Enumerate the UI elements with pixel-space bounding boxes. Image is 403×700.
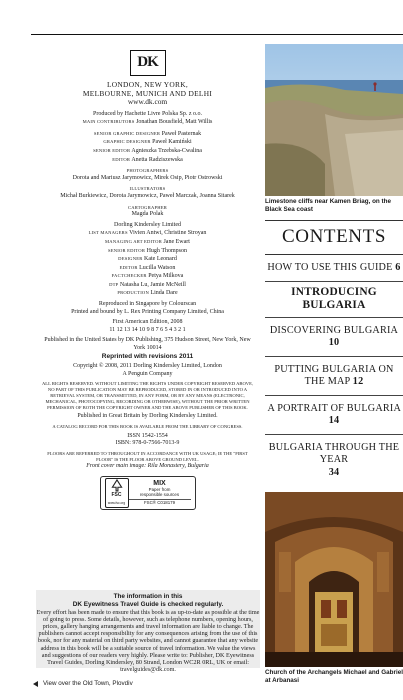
photo-church-arbanasi	[265, 492, 403, 667]
info-box	[36, 590, 260, 674]
produced-by: Produced by Hachette Livre Polska Sp. z o.o.	[93, 110, 202, 117]
publisher-cities: LONDON, NEW YORK, MELBOURNE, MUNICH AND DELHI	[82, 80, 213, 98]
illustrators-label: ILLUSTRATORS	[129, 186, 166, 192]
photo-limestone-cliffs	[265, 44, 403, 196]
senior-editor-2: SENIOR EDITOR Hugh Thompson	[107, 247, 187, 254]
senior-graphic-designer: SENIOR GRAPHIC DESIGNER Paweł Pasternak	[93, 130, 202, 137]
illustrators: Michał Burkiewicz, Dorota Jarymowicz, Paweł Marczak, Joanna Sitarek	[60, 192, 235, 199]
front-cover-credit: Front cover main image: Rila Monastery, Bulgaria	[86, 462, 209, 469]
designer: DESIGNER Kate Leonard	[118, 256, 177, 263]
cartographer: Magda Polak	[131, 211, 164, 218]
table-of-contents	[265, 255, 403, 485]
photographers-label: PHOTOGRAPHERS	[126, 168, 169, 174]
toc-entry[interactable]: PUTTING BULGARIA ON THE MAP 12	[265, 357, 403, 396]
dk-limited: Dorling Kindersley Limited	[114, 221, 181, 228]
floors-note: FLOORS ARE REFERRED TO THROUGHOUT IN ACCORDANCE WITH UK USAGE; IE THE "FIRST FLOOR" IS THE FLOOR ABOVE GROUND LEVEL.	[47, 450, 248, 462]
info-body: Every effort has been made to ensure that this book is as up-to-date as possible at the time of going to press. Some details, however, such as telephone numbers, opening hours, prices, gallery hanging arrangements and travel information are liable to change. The publishers cannot accept responsibility for any consequences arising from the use of this book, nor for any material on third party websites, and cannot guarantee that any website address in this book will be a suitable source of travel information. We value the views and suggestions of our readers very highly. Please write to: Publisher, DK Eyewitness Travel Guides, Dorling Kindersley, 80 Strand, London WC2R 0RL, UK or email: travelguides@dk.com.	[36, 608, 260, 674]
photographers: Dorota and Mariusz Jarymowicz, Mirek Osip, Piotr Ostrowski	[72, 174, 223, 181]
contents-title: CONTENTS	[265, 220, 403, 255]
contents-column	[265, 44, 403, 485]
editor: EDITOR Anetta Radziszewska	[112, 156, 183, 163]
footer-caption: View over the Old Town, Plovdiv	[33, 680, 133, 687]
info-heading-2: DK Eyewitness Travel Guide is checked regularly.	[72, 600, 224, 608]
reprinted-note: Reprinted with revisions 2011	[101, 352, 194, 360]
arrow-left-icon	[33, 681, 38, 687]
reproduced-in: Reproduced in Singapore by Colourscan	[98, 301, 197, 308]
dtp: DTP Natasha Lu, Jamie McNeill	[109, 281, 186, 288]
list-managers: LIST MANAGERS Vivien Antwi, Christine Stroyan	[88, 230, 207, 237]
toc-entry[interactable]: DISCOVERING BULGARIA 10	[265, 318, 403, 357]
church-illustration	[265, 492, 403, 667]
fsc-text: MIX Paper from responsible sources FSC® C018179	[129, 481, 191, 505]
cliffs-illustration	[265, 44, 403, 196]
copyright: Copyright © 2008, 2011 Dorling Kindersley Limited, London	[73, 363, 222, 370]
impression-line: 11 12 13 14 10 9 8 7 6 5 4 3 2 1	[109, 326, 186, 333]
imprint-column	[40, 44, 255, 510]
photo1-caption: Limestone cliffs near Kamen Briag, on the Black Sea coast	[265, 198, 391, 213]
tree-icon	[110, 479, 124, 492]
rights-notice: ALL RIGHTS RESERVED. WITHOUT LIMITING THE RIGHTS UNDER COPYRIGHT RESERVED ABOVE, NO PART OF THIS PUBLICATION MAY BE REPRODUCED, STORED IN OR INTRODUCED INTO A RETRIEVAL SYSTEM, OR TRANSMITTED, IN ANY FORM, OR BY ANY MEANS (ELECTRONIC, MECHANICAL, PHOTOCOPYING, RECORDING OR OTHERWISE), WITHOUT THE PRIOR WRITTEN PERMISSION OF BOTH THE COPYRIGHT OWNER AND THE ABOVE PUBLISHER OF THIS BOOK.	[41, 381, 254, 410]
toc-entry[interactable]: A PORTRAIT OF BULGARIA 14	[265, 396, 403, 435]
first-edition: First American Edition, 2008	[112, 319, 183, 326]
publisher-website: www.dk.com	[127, 97, 168, 106]
catalog-record: A CATALOG RECORD FOR THIS BOOK IS AVAILABLE FROM THE LIBRARY OF CONGRESS.	[52, 423, 243, 429]
printed-by: Printed and bound by L. Rex Printing Company Limited, China	[71, 308, 224, 315]
fsc-tree-icon: FSC www.fsc.org	[105, 478, 129, 508]
main-contributors: MAIN CONTRIBUTORS Jonathan Bousfield, Matt Willis	[82, 119, 213, 126]
toc-entry-how-to-use[interactable]: HOW TO USE THIS GUIDE 6	[265, 255, 403, 282]
issn: ISSN 1542-1554	[127, 432, 168, 439]
isbn: ISBN: 978-0-7566-7013-9	[115, 440, 180, 447]
published-gb: Published in Great Britain by Dorling Kindersley Limited.	[77, 413, 218, 420]
info-heading-1: The information in this	[113, 593, 183, 600]
editor-2: EDITOR Lucilla Watson	[119, 264, 176, 271]
penguin-company: A Penguin Company	[122, 370, 173, 377]
graphic-designer: GRAPHIC DESIGNER Paweł Kamiński	[103, 139, 192, 146]
toc-section-introducing[interactable]: INTRODUCING BULGARIA	[265, 282, 403, 318]
published-us: Published in the United States by DK Publishing, 375 Hudson Street, New York, New York 10014	[44, 337, 251, 352]
senior-editor: SENIOR EDITOR Agnieszka Trzebska-Cwalina	[93, 147, 202, 154]
managing-art-editor: MANAGING ART EDITOR Jane Ewart	[105, 238, 190, 245]
photo2-caption: Church of the Archangels Michael and Gabriel at Arbanasi	[265, 669, 403, 684]
cartographer-label: CARTOGRAPHER	[127, 204, 168, 210]
fsc-label	[100, 476, 196, 510]
production: PRODUCTION Linda Dare	[117, 290, 178, 297]
top-rule	[31, 34, 403, 35]
toc-entry[interactable]: BULGARIA THROUGH THE YEAR 34	[268, 441, 400, 478]
dk-logo: DK	[130, 50, 166, 76]
factchecker: FACTCHECKER Petya Milkova	[111, 273, 184, 280]
